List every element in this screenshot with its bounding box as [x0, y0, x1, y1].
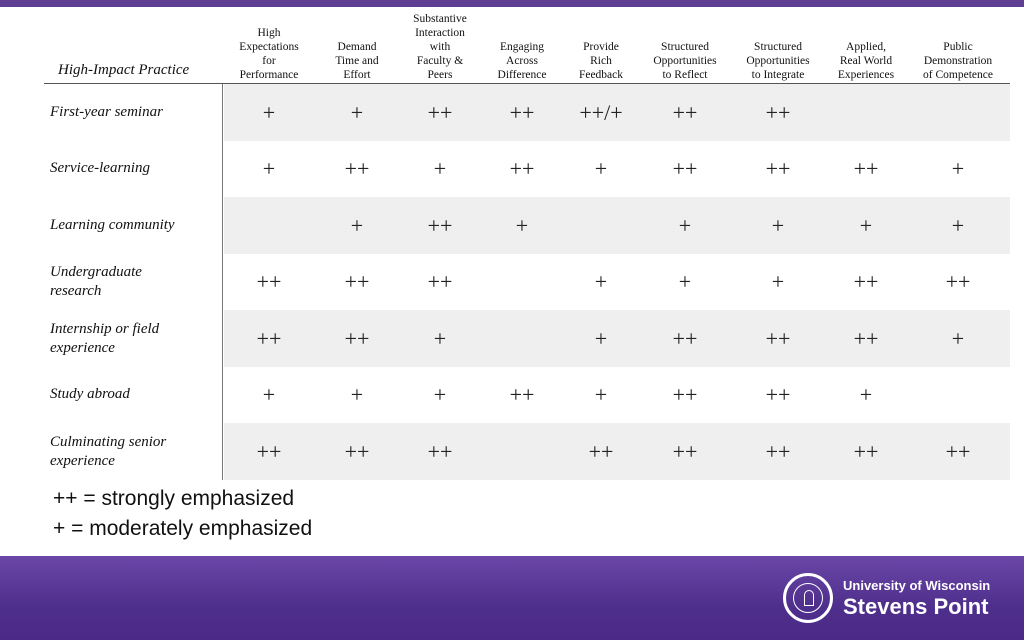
table-row — [44, 310, 1010, 367]
column-header-line: with — [429, 41, 451, 53]
row-cells — [224, 423, 1010, 480]
table-cell: ++ — [853, 438, 879, 464]
column-header — [730, 10, 826, 82]
column-header — [227, 10, 311, 82]
table-cell — [480, 423, 564, 480]
table-cell: ++ — [853, 325, 879, 351]
table-cell: ++ — [765, 325, 791, 351]
table-cell: ++ — [427, 212, 453, 238]
university-seal-icon — [783, 573, 833, 623]
column-header-line: Demonstration — [923, 55, 993, 67]
table-cell — [480, 310, 564, 367]
table-cell: + — [350, 212, 364, 238]
table-cell: + — [771, 212, 785, 238]
column-header — [640, 10, 730, 82]
row-cells — [224, 197, 1010, 254]
column-header-line: Across — [506, 55, 538, 67]
table-cell — [563, 197, 639, 254]
table-row — [44, 140, 1010, 197]
column-header-line: Provide — [583, 41, 619, 53]
table-cell: ++ — [509, 381, 535, 407]
table-cell: + — [859, 212, 873, 238]
row-label — [50, 197, 220, 254]
column-header-line: Performance — [239, 69, 299, 81]
row-cells — [224, 366, 1010, 423]
table-cell: + — [859, 381, 873, 407]
column-header-line: High — [257, 27, 281, 39]
column-header-line: of Competence — [923, 69, 993, 81]
table-row — [44, 366, 1010, 423]
table-cell: + — [678, 212, 692, 238]
table-cell: ++ — [256, 268, 282, 294]
table-cell: ++ — [765, 99, 791, 125]
table-cell: + — [951, 212, 965, 238]
column-header — [480, 10, 564, 82]
table-cell: ++ — [256, 325, 282, 351]
table-cell: ++ — [427, 99, 453, 125]
table-cell: + — [350, 99, 364, 125]
table-cell: + — [951, 155, 965, 181]
row-label-line: Undergraduate — [50, 263, 142, 280]
table-row — [44, 423, 1010, 480]
column-header-line: Faculty & — [416, 55, 464, 67]
column-header-line: to Reflect — [662, 69, 708, 81]
table-cell: ++ — [765, 438, 791, 464]
table-cell: + — [433, 155, 447, 181]
row-cells — [224, 253, 1010, 310]
seal-dome-icon — [804, 590, 814, 606]
column-header — [910, 10, 1006, 82]
table-cell: ++ — [509, 155, 535, 181]
row-label — [50, 366, 220, 423]
row-label-line: research — [50, 282, 102, 299]
column-header-line: Real World — [839, 55, 893, 67]
table-cell: ++ — [853, 155, 879, 181]
table-cell: ++ — [672, 155, 698, 181]
row-label — [50, 253, 220, 310]
table-row — [44, 253, 1010, 310]
logo-university-text: University of Wisconsin — [843, 578, 991, 593]
table-cell: ++ — [256, 438, 282, 464]
row-label-line: Study abroad — [50, 386, 130, 402]
table-cell: ++ — [509, 99, 535, 125]
top-accent-bar — [0, 0, 1024, 7]
column-header-line: Opportunities — [746, 55, 810, 67]
table-cell — [480, 253, 564, 310]
table-cell: + — [594, 325, 608, 351]
column-header-line: Applied, — [846, 41, 886, 53]
column-header-line: Experiences — [837, 69, 895, 81]
column-header-line: Engaging — [499, 41, 545, 53]
column-header — [398, 10, 482, 82]
column-header-line: Effort — [343, 69, 371, 81]
table-cell: + — [594, 155, 608, 181]
table-cell: + — [594, 381, 608, 407]
table-cell: ++ — [765, 155, 791, 181]
table-cell: + — [262, 381, 276, 407]
table-cell: ++ — [344, 438, 370, 464]
table-cell: + — [262, 99, 276, 125]
table-cell: + — [771, 268, 785, 294]
row-label-line: First-year seminar — [50, 104, 163, 120]
column-header-line: Difference — [497, 69, 547, 81]
row-label-line: experience — [50, 452, 115, 469]
table-cell: ++ — [427, 268, 453, 294]
row-label-line: experience — [50, 339, 115, 356]
table-cell: ++ — [945, 438, 971, 464]
column-header-line: Expectations — [239, 41, 299, 53]
column-header-line: Interaction — [415, 27, 465, 39]
column-header-line: for — [262, 55, 276, 67]
column-header-line: Public — [943, 41, 973, 53]
table-cell: + — [262, 155, 276, 181]
row-cells — [224, 310, 1010, 367]
legend-strongly-emphasized: ++ = strongly emphasized — [53, 487, 295, 510]
table-cell: ++ — [588, 438, 614, 464]
row-label — [50, 84, 220, 141]
table-cell: + — [594, 268, 608, 294]
column-header-line: Demand — [337, 41, 377, 53]
table-cell: + — [951, 325, 965, 351]
column-header-line: Time and — [335, 55, 379, 67]
row-label-line: Learning community — [50, 217, 175, 233]
row-cells — [224, 140, 1010, 197]
table-cell — [824, 84, 908, 141]
table-cell: ++ — [344, 325, 370, 351]
row-label — [50, 310, 220, 367]
table-cell: + — [433, 325, 447, 351]
table-cell — [910, 84, 1006, 141]
row-cells — [224, 84, 1010, 141]
column-header-line: Opportunities — [653, 55, 717, 67]
label-column-divider — [222, 84, 223, 480]
column-header-line: Rich — [590, 55, 612, 67]
column-header-line: Peers — [427, 69, 453, 81]
table-cell: ++ — [672, 99, 698, 125]
table-cell: ++ — [672, 438, 698, 464]
row-label-line: Internship or field — [50, 320, 160, 337]
column-header-line: Structured — [754, 41, 802, 53]
table-cell: ++ — [344, 155, 370, 181]
table-row — [44, 197, 1010, 254]
column-header — [563, 10, 639, 82]
column-header-line: to Integrate — [751, 69, 805, 81]
table-row — [44, 84, 1010, 141]
table-cell: ++ — [945, 268, 971, 294]
table-cell: ++ — [427, 438, 453, 464]
table-cell: ++/+ — [579, 99, 623, 125]
table-cell: ++ — [672, 325, 698, 351]
seal-inner-ring — [793, 583, 823, 613]
legend-moderately-emphasized: + = moderately emphasized — [53, 517, 313, 540]
row-label-line: Service-learning — [50, 160, 150, 176]
table-cell: ++ — [765, 381, 791, 407]
column-header-line: Structured — [661, 41, 709, 53]
table-cell: ++ — [853, 268, 879, 294]
column-header-line: Substantive — [413, 13, 467, 25]
column-header — [315, 10, 399, 82]
table-cell: ++ — [672, 381, 698, 407]
row-label — [50, 140, 220, 197]
column-header-line: Feedback — [578, 69, 624, 81]
logo-campus-text: Stevens Point — [843, 594, 989, 619]
table-cell: + — [350, 381, 364, 407]
table-cell: + — [515, 212, 529, 238]
column-header — [824, 10, 908, 82]
table-cell: ++ — [344, 268, 370, 294]
row-label-line: Culminating senior — [50, 433, 167, 450]
table-cell: + — [678, 268, 692, 294]
table-cell: + — [433, 381, 447, 407]
practice-column-header: High-Impact Practice — [58, 62, 190, 78]
table-cell — [910, 366, 1006, 423]
table-cell — [227, 197, 311, 254]
row-label — [50, 423, 220, 480]
